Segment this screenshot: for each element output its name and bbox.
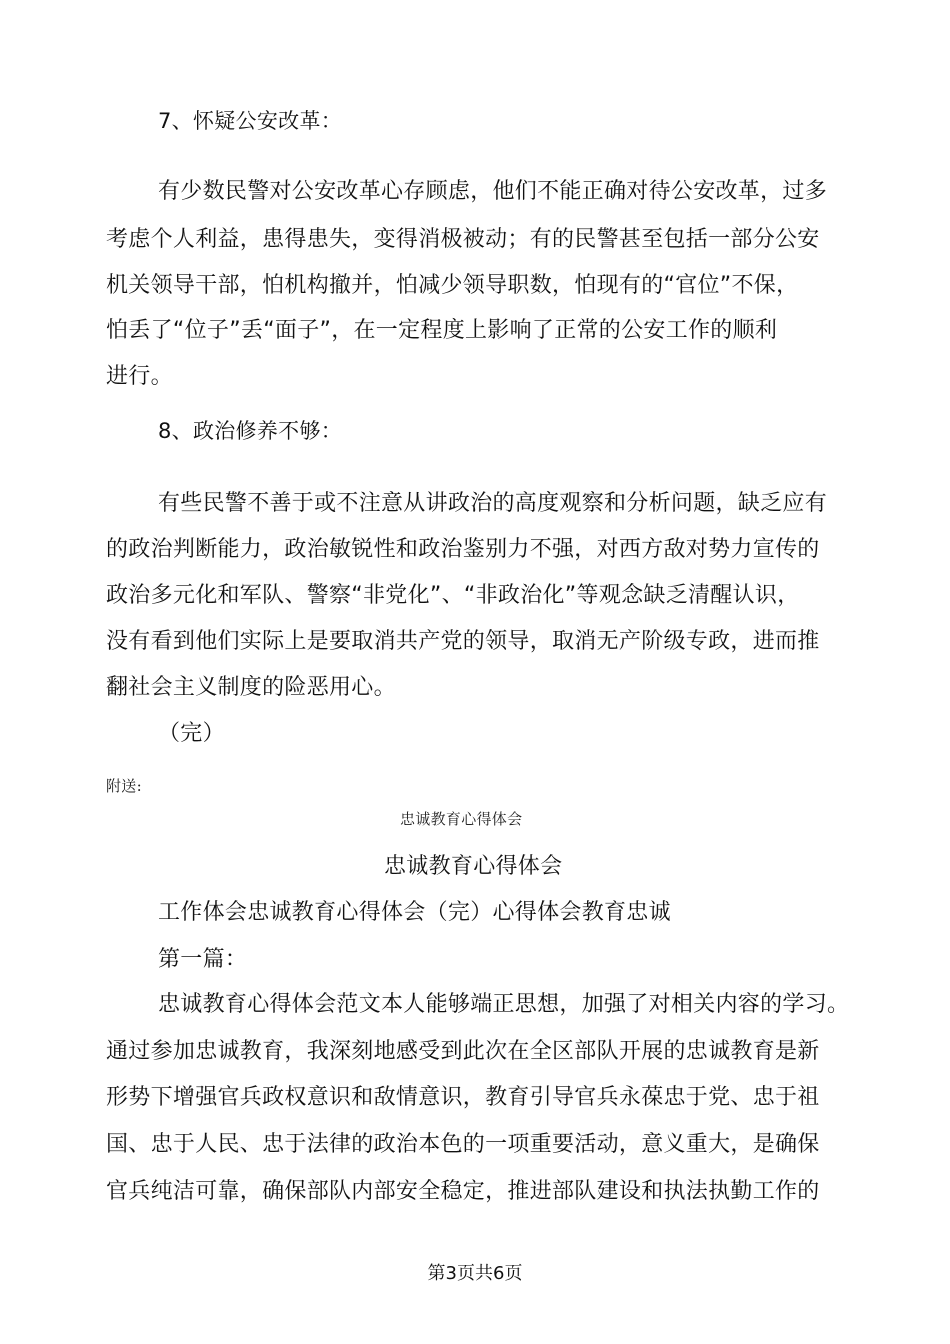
appendix-label: 附送: xyxy=(106,777,142,795)
page-number-footer: 第3页共6页 xyxy=(427,1263,523,1284)
paragraph-line: 的政治判断能力，政治敏锐性和政治鉴别力不强，对西方敌对势力宣传的 xyxy=(106,537,820,562)
paragraph-line: 考虑个人利益，患得患失，变得消极被动；有的民警甚至包括一部分公安 xyxy=(106,227,820,252)
paragraph-line: 通过参加忠诚教育，我深刻地感受到此次在全区部队开展的忠诚教育是新 xyxy=(106,1039,820,1064)
appendix-title: 忠诚教育心得体会 xyxy=(384,854,563,879)
section-7-heading: 7、怀疑公安改革： xyxy=(158,109,343,133)
paragraph-line: 国、忠于人民、忠于法律的政治本色的一项重要活动，意义重大，是确保 xyxy=(106,1132,820,1157)
paragraph-line: 有些民警不善于或不注意从讲政治的高度观察和分析问题，缺乏应有 xyxy=(158,491,828,516)
paragraph-line: 机关领导干部，怕机构撤并，怕减少领导职数，怕现有的“官位”不保， xyxy=(106,273,799,298)
paragraph-line: 有少数民警对公安改革心存顾虑，他们不能正确对待公安改革，过多 xyxy=(158,179,828,204)
section-8-heading: 8、政治修养不够： xyxy=(158,419,343,443)
paragraph-line: 进行。 xyxy=(106,364,173,389)
paragraph-line: 没有看到他们实际上是要取消共产党的领导，取消无产阶级专政，进而推 xyxy=(106,629,820,654)
paragraph-line: 怕丢了“位子”丢“面子”，在一定程度上影响了正常的公安工作的顺利 xyxy=(106,318,778,343)
paragraph-line: 官兵纯洁可靠，确保部队内部安全稳定，推进部队建设和执法执勤工作的 xyxy=(106,1179,820,1204)
appendix-small-title: 忠诚教育心得体会 xyxy=(400,810,523,828)
paragraph-line: 忠诚教育心得体会范文本人能够端正思想，加强了对相关内容的学习。 xyxy=(158,992,850,1017)
paragraph-line: 政治多元化和军队、警察“非党化”、“非政治化”等观念缺乏清醒认识， xyxy=(106,583,800,608)
paragraph-line: 翻社会主义制度的险恶用心。 xyxy=(106,675,396,700)
end-mark: （完） xyxy=(158,721,225,746)
appendix-subtitle: 工作体会忠诚教育心得体会（完）心得体会教育忠诚 xyxy=(158,900,671,925)
paragraph-line: 形势下增强官兵政权意识和敌情意识，教育引导官兵永葆忠于党、忠于祖 xyxy=(106,1085,820,1110)
appendix-part-heading: 第一篇： xyxy=(158,947,248,972)
